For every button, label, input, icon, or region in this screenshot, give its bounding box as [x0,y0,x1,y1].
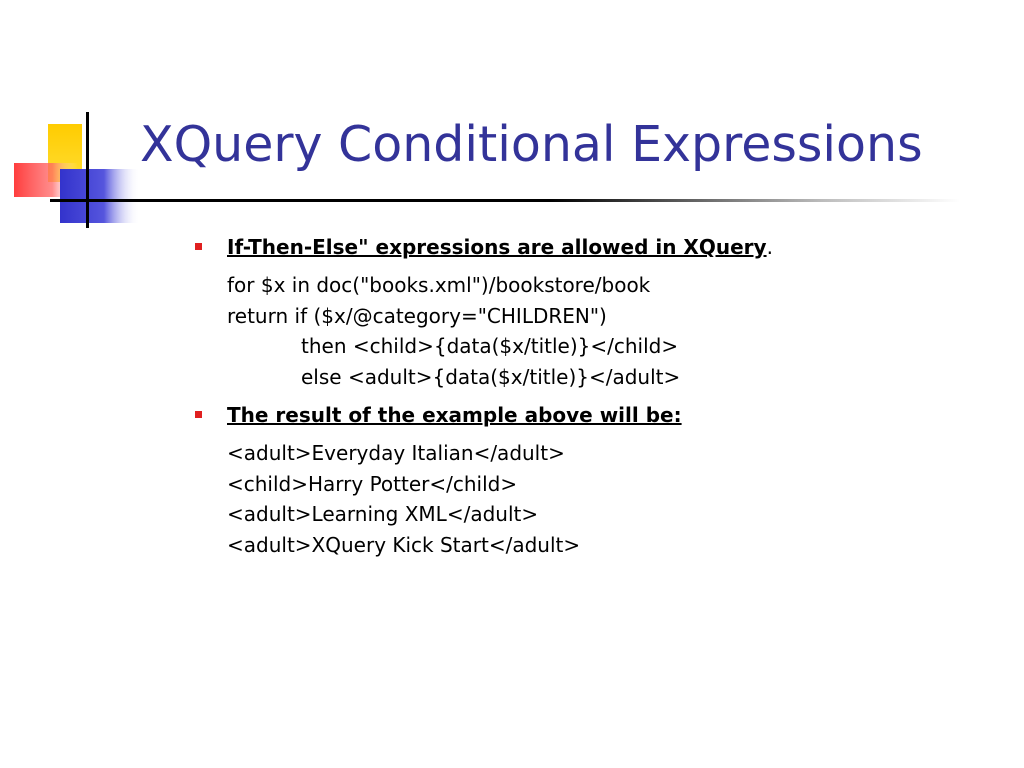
bullet-item [195,400,995,430]
logo-vertical-line [86,112,89,228]
bullet-marker-icon [195,411,202,418]
bullet-heading: If-Then-Else" expressions are allowed in XQuery [227,235,767,259]
result-block [195,438,995,560]
logo-blue-square [60,169,140,223]
slide-content [195,232,995,568]
slide-title: XQuery Conditional Expressions [140,116,923,173]
code-line: return if ($x/@category="CHILDREN") [227,303,607,328]
bullet-heading-punctuation: . [766,235,773,259]
code-block [195,270,995,392]
decorative-logo-graphic [0,0,140,240]
result-line: <adult>Everyday Italian</adult> [227,441,565,465]
title-underline-rule [50,199,960,202]
code-line: then <child>{data($x/title)}</child> [301,334,679,358]
bullet-item [195,232,995,262]
bullet-heading: The result of the example above will be: [227,403,682,427]
result-line: <adult>XQuery Kick Start</adult> [227,532,581,557]
result-line: <child>Harry Potter</child> [227,471,518,496]
result-line: <adult>Learning XML</adult> [227,502,539,526]
bullet-marker-icon [195,243,202,250]
code-line: for $x in doc("books.xml")/bookstore/book [227,273,651,297]
code-line: else <adult>{data($x/title)}</adult> [301,364,681,389]
